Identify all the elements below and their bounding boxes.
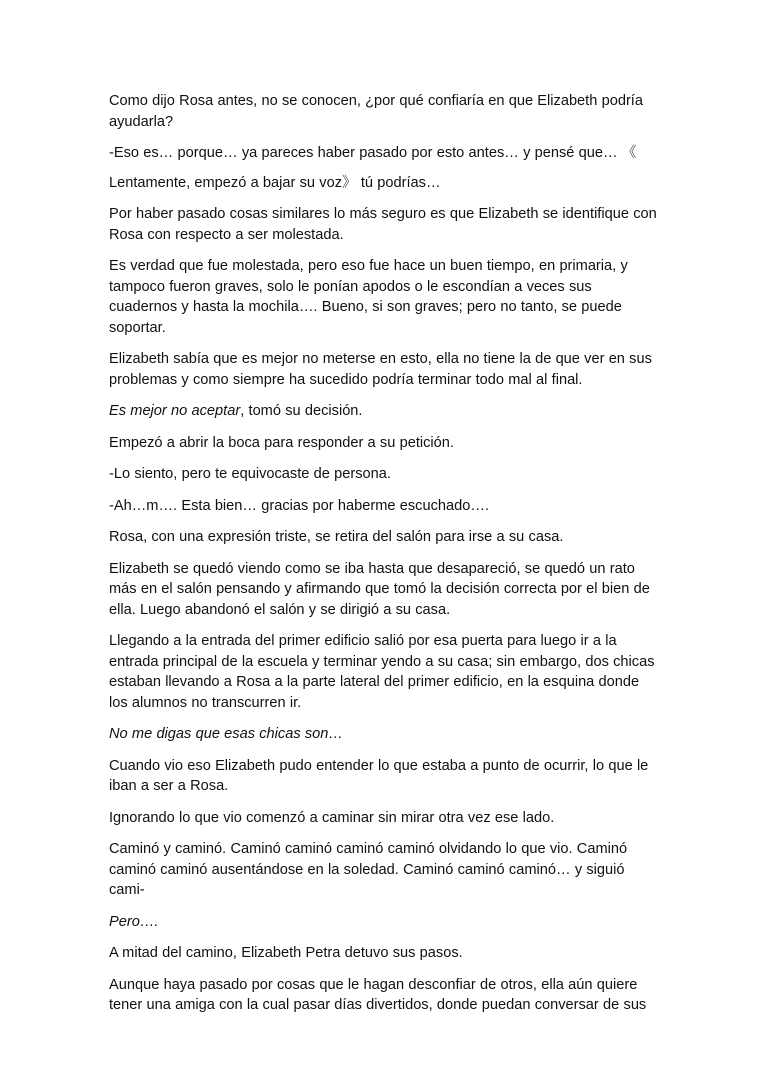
paragraph: Llegando a la entrada del primer edificio salió por esa puerta para luego ir a la entrada principal de la escuela y terminar yendo a su casa; sin embargo, dos chicas estaban llevando a Rosa a la parte lateral del primer edificio, en la esquina donde los alumnos no transcurren ir. xyxy=(109,633,655,711)
paragraph: Es verdad que fue molestada, pero eso fue hace un buen tiempo, en primaria, y tampoco fueron graves, solo le ponían apodos o le escondían a veces sus cuadernos y hasta la mochila…. Bueno, si son graves; pero no tanto, se puede soportar. xyxy=(109,258,628,336)
document-page xyxy=(109,91,657,1027)
paragraph: Elizabeth se quedó viendo como se iba hasta que desapareció, se quedó un rato más en el salón pensando y afirmando que tomó la decisión correcta por el bien de ella. Luego abandonó el salón y se dirigió a su casa. xyxy=(109,560,650,618)
paragraph: Rosa, con una expresión triste, se retira del salón para irse a su casa. xyxy=(109,529,564,545)
paragraph: Aunque haya pasado por cosas que le hagan desconfiar de otros, ella aún quiere tener una amiga con la cual pasar días divertidos, donde puedan conversar de sus xyxy=(109,976,647,1013)
paragraph: Ignorando lo que vio comenzó a caminar sin mirar otra vez ese lado. xyxy=(109,809,555,826)
paragraph: A mitad del camino, Elizabeth Petra detuvo sus pasos. xyxy=(109,945,463,961)
paragraph: Como dijo Rosa antes, no se conocen, ¿por qué confiaría en que Elizabeth podría ayudarla? xyxy=(109,93,643,130)
paragraph xyxy=(109,401,657,422)
paragraph: Caminó y caminó. Caminó caminó caminó caminó olvidando lo que vio. Caminó caminó caminó ausentándose en la soledad. Caminó caminó caminó… y siguió cami- xyxy=(109,841,628,898)
paragraph-text: , tomó su decisión. xyxy=(240,403,363,419)
italic-thought: No me digas que esas chicas son… xyxy=(109,726,344,742)
dialogue-line: -Eso es… porque… ya pareces haber pasado por esto antes… y pensé que… 《 xyxy=(109,145,637,161)
paragraph: Por haber pasado cosas similares lo más seguro es que Elizabeth se identifique con Rosa con respecto a ser molestada. xyxy=(109,206,657,243)
dialogue-line: -Ah…m…. Esta bien… gracias por haberme escuchado…. xyxy=(109,497,489,514)
italic-thought: Pero…. xyxy=(109,913,159,930)
italic-thought: Es mejor no aceptar xyxy=(109,403,241,419)
dialogue-line: -Lo siento, pero te equivocaste de persona. xyxy=(109,466,391,482)
paragraph: Lentamente, empezó a bajar su voz》 tú podrías… xyxy=(109,174,441,191)
paragraph: Empezó a abrir la boca para responder a su petición. xyxy=(109,434,454,451)
paragraph: Elizabeth sabía que es mejor no meterse en esto, ella no tiene la de que ver en sus problemas y como siempre ha sucedido podría terminar todo mal al final. xyxy=(109,351,652,388)
paragraph: Cuando vio eso Elizabeth pudo entender lo que estaba a punto de ocurrir, lo que le iban a ser a Rosa. xyxy=(109,757,649,794)
